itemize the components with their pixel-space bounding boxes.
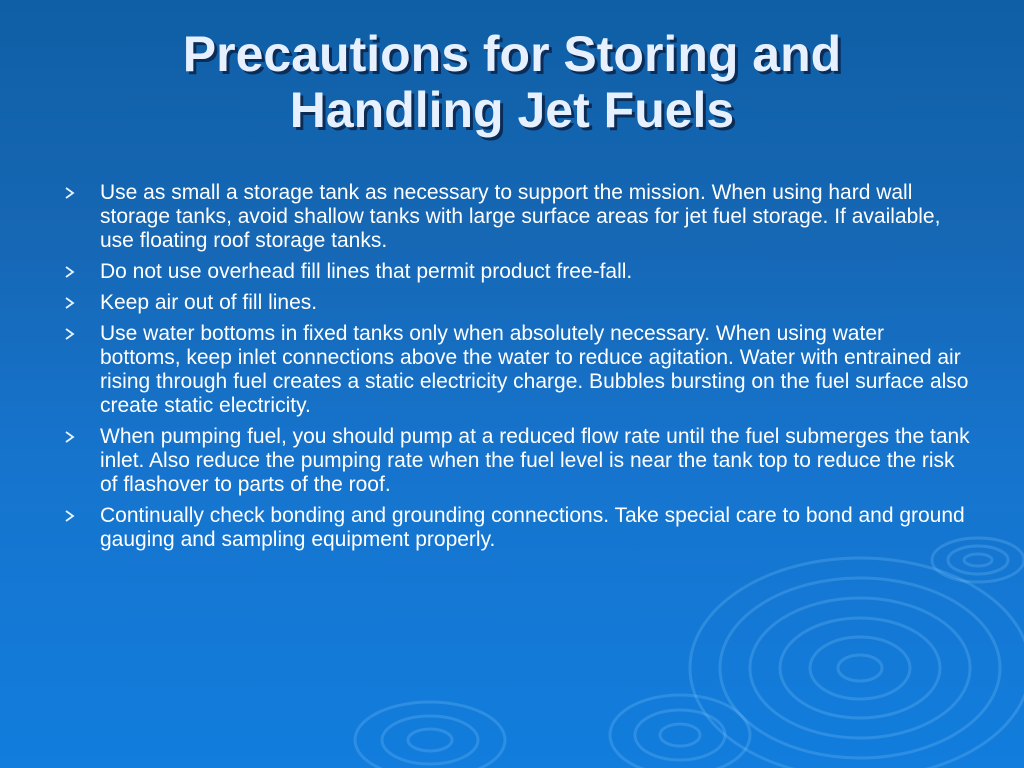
bullet-list [60,181,970,559]
bullet-item [60,504,970,552]
chevron-right-icon [64,187,76,199]
bullet-text: Use water bottoms in fixed tanks only when absolutely necessary. When using water bottoms, keep inlet connections above the water to reduce agitation. Water with entrained air rising through fuel creates a static electricity charge. Bubbles bursting on the fuel surface also create static electricity. [100,322,969,417]
bullet-item [60,322,970,418]
bullet-text: Do not use overhead fill lines that permit product free-fall. [100,260,633,283]
chevron-right-icon [64,328,76,340]
slide-title-line-2: Handling Jet Fuels [289,82,735,138]
chevron-right-icon [64,297,76,309]
bullet-text: Keep air out of fill lines. [100,291,318,314]
bullet-text: When pumping fuel, you should pump at a reduced flow rate until the fuel submerges the tank inlet. Also reduce the pumping rate when the fuel level is near the tank top to reduce the risk of flashover to parts of the roof. [100,425,970,496]
slide-title-line-1: Precautions for Storing and [182,26,842,82]
bullet-item [60,181,970,253]
bullet-item [60,291,970,315]
bullet-text: Continually check bonding and grounding connections. Take special care to bond and ground gauging and sampling equipment properly. [100,504,965,551]
bullet-item [60,260,970,284]
slide-title [40,26,984,138]
chevron-right-icon [64,510,76,522]
bullet-item [60,425,970,497]
bullet-text: Use as small a storage tank as necessary to support the mission. When using hard wall storage tanks, avoid shallow tanks with large surface areas for jet fuel storage. If available, use floating roof storage tanks. [100,181,941,252]
chevron-right-icon [64,266,76,278]
chevron-right-icon [64,431,76,443]
